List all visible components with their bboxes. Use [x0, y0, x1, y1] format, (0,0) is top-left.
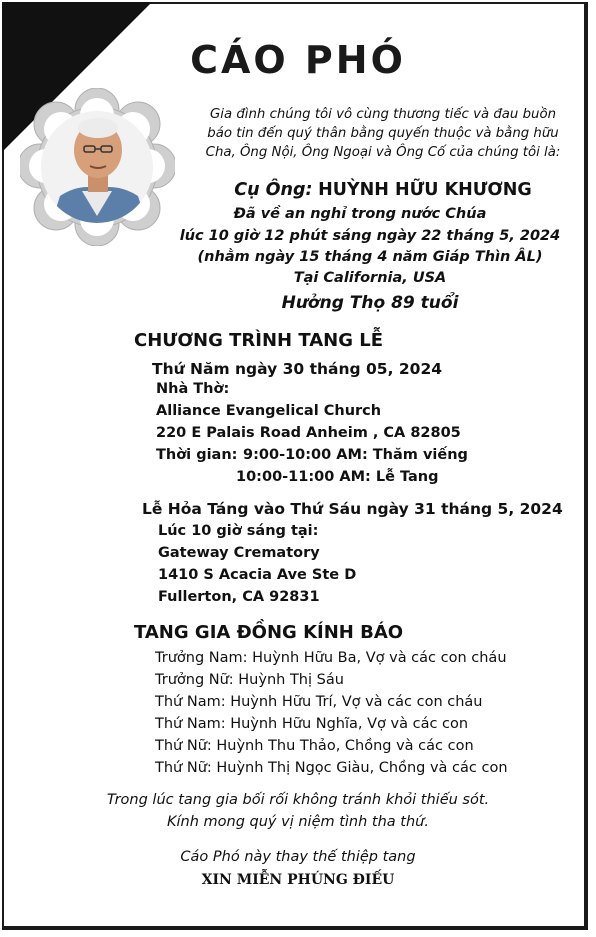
family-member: Thứ Nữ: Huỳnh Thị Ngọc Giàu, Chồng và các con: [155, 760, 508, 776]
intro-line-1: Gia đình chúng tôi vô cùng thương tiếc và đau buồn: [209, 107, 557, 122]
deceased-age: Hưởng Thọ 89 tuổi: [281, 293, 459, 313]
program-date: Thứ Năm ngày 30 tháng 05, 2024: [152, 360, 443, 378]
crematory-address-2: Fullerton, CA 92831: [158, 589, 320, 605]
intro-line-3: Cha, Ông Nội, Ông Ngoại và Ông Cố của chúng tôi là:: [205, 145, 561, 160]
family-member: Thứ Nữ: Huỳnh Thu Thảo, Chồng và các con: [155, 738, 474, 754]
church-address: 220 E Palais Road Anheim , CA 82805: [156, 425, 461, 441]
family-member: Trưởng Nam: Huỳnh Hữu Ba, Vợ và các con cháu: [155, 650, 507, 666]
cremation-time: Lúc 10 giờ sáng tại:: [158, 523, 319, 539]
crematory-name: Gateway Crematory: [158, 545, 320, 561]
church-label: Nhà Thờ:: [156, 381, 230, 397]
deceased-line-3: (nhằm ngày 15 tháng 4 năm Giáp Thìn ÂL): [197, 249, 543, 265]
deceased-name: HUỲNH HỮU KHƯƠNG: [318, 180, 532, 200]
crematory-address-1: 1410 S Acacia Ave Ste D: [158, 567, 357, 583]
deceased-line-2: lúc 10 giờ 12 phút sáng ngày 22 tháng 5, 2024: [179, 228, 561, 244]
time-slot-2: 10:00-11:00 AM: Lễ Tang: [236, 469, 439, 485]
cremation-heading: Lễ Hỏa Táng vào Thứ Sáu ngày 31 tháng 5, 2024: [142, 500, 563, 518]
family-heading: TANG GIA ĐỒNG KÍNH BÁO: [134, 622, 404, 643]
page-title: CÁO PHÓ: [190, 38, 406, 82]
closing-line-3: Cáo Phó này thay thế thiệp tang: [180, 849, 416, 865]
deceased-prefix: Cụ Ông:: [234, 180, 313, 200]
closing-line-4: XIN MIỄN PHÚNG ĐIẾU: [201, 872, 395, 888]
closing-line-1: Trong lúc tang gia bối rối không tránh khỏi thiếu sót.: [106, 792, 490, 808]
time-slot-1: 9:00-10:00 AM: Thăm viếng: [243, 447, 468, 463]
deceased-line-4: Tại California, USA: [293, 270, 447, 286]
family-member: Trưởng Nữ: Huỳnh Thị Sáu: [155, 672, 344, 688]
church-name: Alliance Evangelical Church: [156, 403, 382, 419]
portrait-photo: [20, 88, 175, 246]
time-label: Thời gian:: [156, 447, 238, 463]
deceased-name-line: [178, 180, 588, 200]
closing-line-2: Kính mong quý vị niệm tình tha thứ.: [167, 814, 429, 830]
program-heading: CHƯƠNG TRÌNH TANG LỄ: [134, 330, 384, 351]
intro-line-2: báo tin đến quý thân bằng quyến thuộc và bằng hữu: [207, 126, 559, 141]
family-member: Thứ Nam: Huỳnh Hữu Trí, Vợ và các con cháu: [155, 694, 483, 710]
deceased-line-1: Đã về an nghỉ trong nước Chúa: [233, 206, 487, 222]
family-member: Thứ Nam: Huỳnh Hữu Nghĩa, Vợ và các con: [155, 716, 469, 732]
